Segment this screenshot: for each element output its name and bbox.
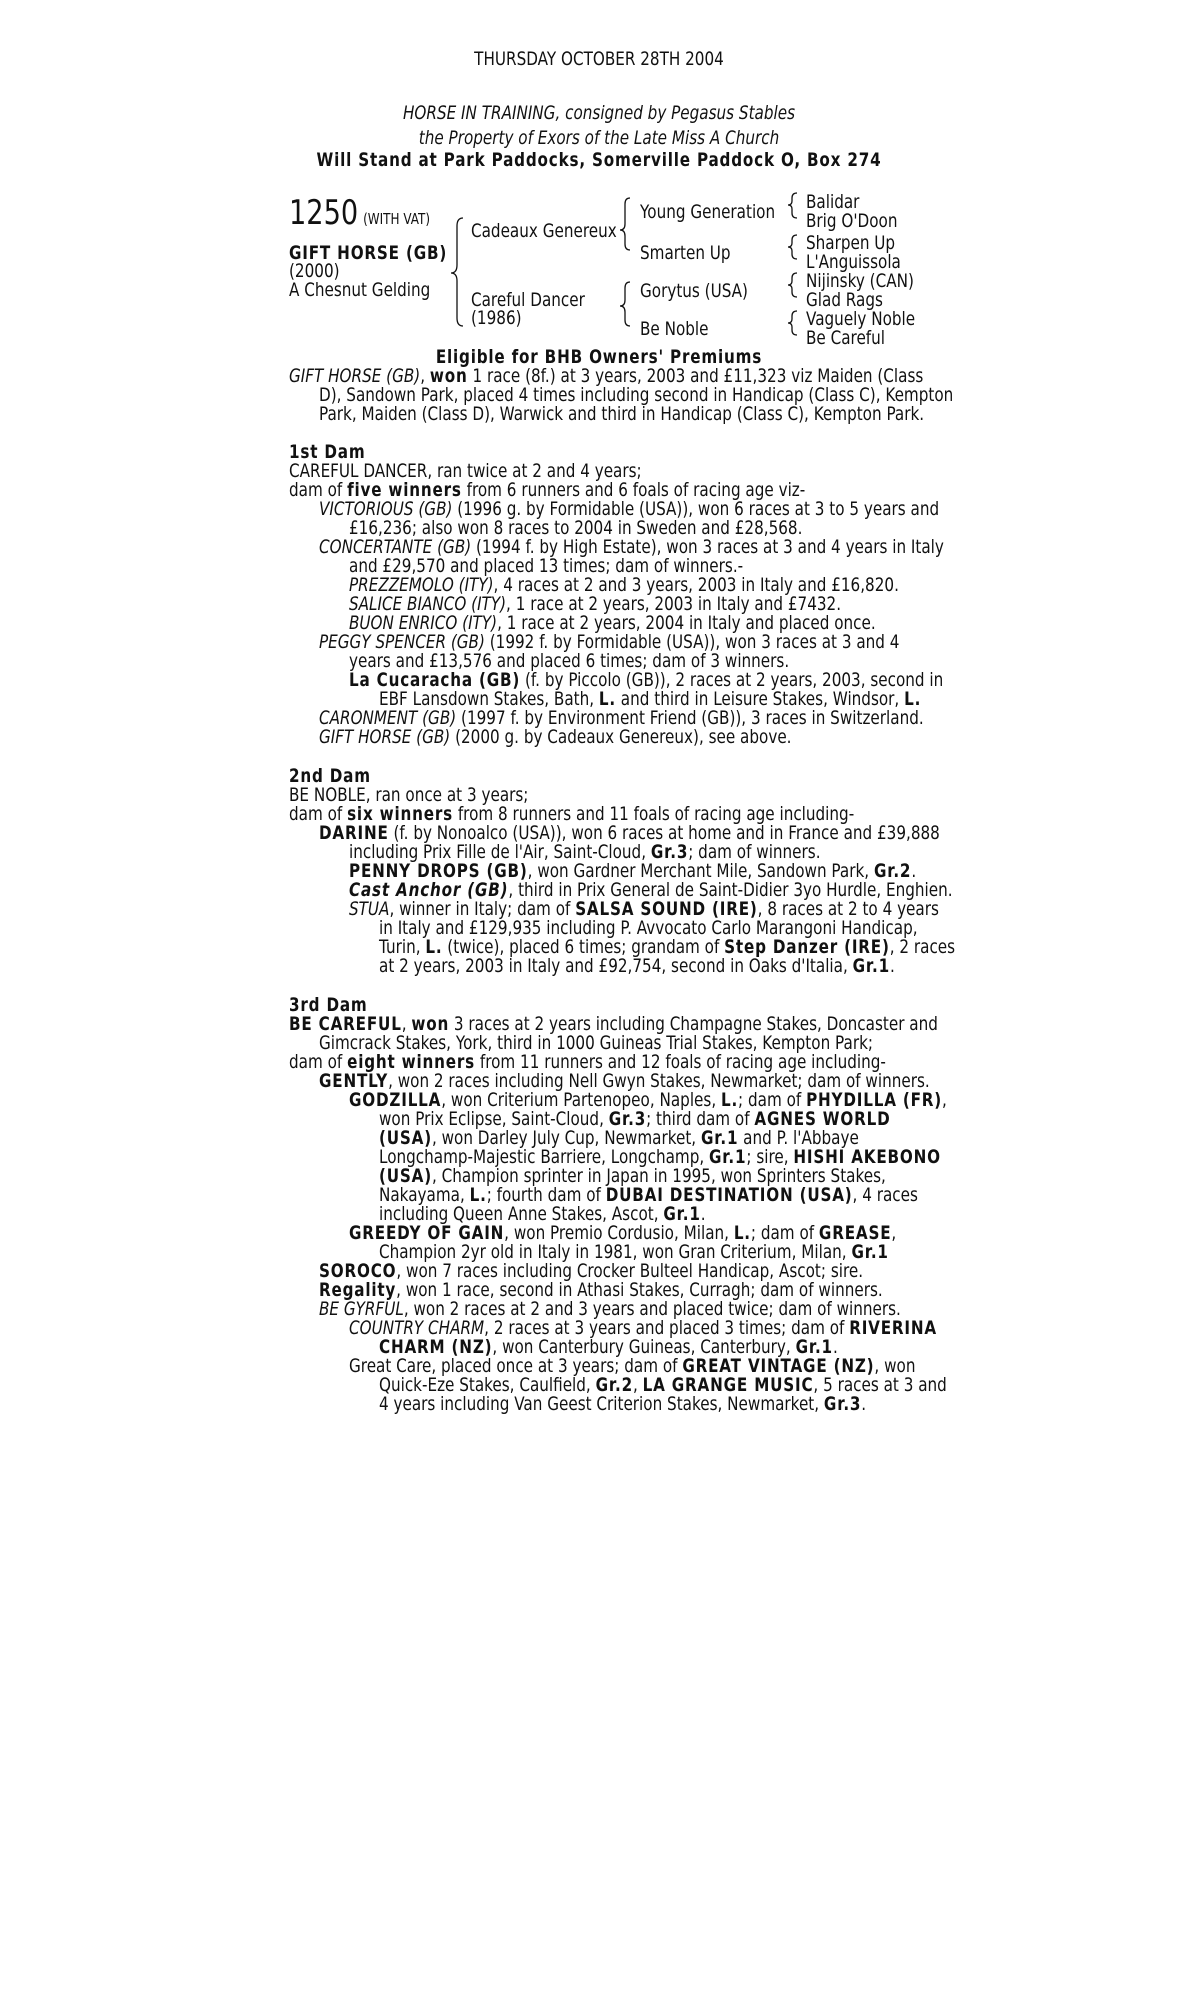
third-dam-line-2: Gimcrack Stakes, York, third in 1000 Guineas Trial Stakes, Kempton Park; bbox=[319, 1032, 874, 1054]
concertante-line-2: and £29,570 and placed 13 times; dam of winners.- bbox=[349, 555, 744, 577]
godzilla-line-2: won Prix Eclipse, Saint-Cloud, Gr.3; third dam of AGNES WORLD bbox=[379, 1108, 891, 1130]
second-dam-line-1: BE NOBLE, ran once at 3 years; bbox=[289, 784, 529, 806]
regality-line: Regality, won 1 race, second in Athasi Stakes, Curragh; dam of winners. bbox=[319, 1279, 883, 1301]
sire-dam-brace bbox=[451, 218, 463, 326]
second-dam-line-2: dam of six winners from 8 runners and 11 foals of racing age including- bbox=[289, 803, 855, 825]
pedigree-sds: Sharpen Up bbox=[806, 232, 896, 254]
lot-number: 1250 bbox=[289, 193, 359, 233]
horse-year: (2000) bbox=[289, 260, 340, 282]
consignor-line: HORSE IN TRAINING, consigned by Pegasus Stables bbox=[403, 102, 795, 124]
victorious-line-2: £16,236; also won 8 races to 2004 in Sweden and £28,568. bbox=[349, 517, 803, 539]
sire-line-brace bbox=[620, 198, 630, 250]
gently-line: GENTLY, won 2 races including Nell Gwyn Stakes, Newmarket; dam of winners. bbox=[319, 1070, 930, 1092]
be-noble-brace bbox=[788, 311, 797, 335]
prezzemolo-line: PREZZEMOLO (ITY), 4 races at 2 and 3 years, 2003 in Italy and £16,820. bbox=[349, 574, 899, 596]
pedigree-dam: Careful Dancer bbox=[471, 289, 585, 311]
gorytus-brace bbox=[788, 273, 797, 297]
horse-name: GIFT HORSE (GB) bbox=[289, 242, 448, 264]
pedigree-ssd: Brig O'Doon bbox=[806, 210, 898, 232]
location-line: Will Stand at Park Paddocks, Somerville Paddock O, Box 274 bbox=[316, 149, 882, 171]
stua-line-4: at 2 years, 2003 in Italy and £92,754, second in Oaks d'Italia, Gr.1. bbox=[379, 955, 895, 977]
peggy-spencer-line-2: years and £13,576 and placed 6 times; dam of 3 winners. bbox=[349, 650, 790, 672]
sale-date: THURSDAY OCTOBER 28TH 2004 bbox=[474, 48, 724, 70]
victorious-line-1: VICTORIOUS (GB) (1996 g. by Formidable (USA)), won 6 races at 3 to 5 years and bbox=[319, 498, 940, 520]
pedigree-dam-sire: Gorytus (USA) bbox=[640, 280, 748, 302]
godzilla-line-6: Nakayama, L.; fourth dam of DUBAI DESTINATION (USA), 4 races bbox=[379, 1184, 918, 1206]
be-gyrful-line: BE GYRFUL, won 2 races at 2 and 3 years and placed twice; dam of winners. bbox=[319, 1298, 901, 1320]
third-dam-line-1: BE CAREFUL, won 3 races at 2 years including Champagne Stakes, Doncaster and bbox=[289, 1013, 938, 1035]
la-cucaracha-line-1: La Cucaracha (GB) (f. by Piccolo (GB)), 2 races at 2 years, 2003, second in bbox=[349, 669, 944, 691]
third-dam-heading: 3rd Dam bbox=[289, 994, 368, 1016]
pedigree-sdd: L'Anguissola bbox=[806, 251, 901, 273]
stua-line-2: in Italy and £129,935 including P. Avvocato Carlo Marangoni Handicap, bbox=[379, 917, 918, 939]
smarten-up-brace bbox=[788, 235, 797, 259]
godzilla-line-1: GODZILLA, won Criterium Partenopeo, Naples, L.; dam of PHYDILLA (FR), bbox=[349, 1089, 947, 1111]
godzilla-line-3: (USA), won Darley July Cup, Newmarket, Gr.1 and P. l'Abbaye bbox=[379, 1127, 859, 1149]
pedigree-dds: Vaguely Noble bbox=[806, 308, 916, 330]
concertante-line-1: CONCERTANTE (GB) (1994 f. by High Estate), won 3 races at 3 and 4 years in Italy bbox=[319, 536, 944, 558]
pedigree-dsd: Glad Rags bbox=[806, 289, 883, 311]
first-dam-line-1: CAREFUL DANCER, ran twice at 2 and 4 years; bbox=[289, 460, 642, 482]
stua-line-3: Turin, L. (twice), placed 6 times; grandam of Step Danzer (IRE), 2 races bbox=[379, 936, 956, 958]
pedigree-sire: Cadeaux Genereux bbox=[471, 220, 617, 242]
greedy-of-gain-line-2: Champion 2yr old in Italy in 1981, won Gran Criterium, Milan, Gr.1 bbox=[379, 1241, 889, 1263]
salice-bianco-line: SALICE BIANCO (ITY), 1 race at 2 years, 2003 in Italy and £7432. bbox=[349, 593, 842, 615]
dam-line-brace bbox=[620, 282, 630, 326]
first-dam-line-2: dam of five winners from 6 runners and 6 foals of racing age viz- bbox=[289, 479, 806, 501]
pedigree-brackets bbox=[0, 0, 1197, 360]
soroco-line: SOROCO, won 7 races including Crocker Bulteel Handicap, Ascot; sire. bbox=[319, 1260, 864, 1282]
pedigree-sire-dam: Smarten Up bbox=[640, 242, 731, 264]
young-generation-brace bbox=[788, 193, 797, 218]
eligible-note: Eligible for BHB Owners' Premiums bbox=[435, 346, 763, 368]
second-dam-heading: 2nd Dam bbox=[289, 765, 371, 787]
great-care-line-3: 4 years including Van Geest Criterion Stakes, Newmarket, Gr.3. bbox=[379, 1393, 867, 1415]
property-line: the Property of Exors of the Late Miss A Church bbox=[418, 127, 780, 149]
cast-anchor-line: Cast Anchor (GB), third in Prix General de Saint-Didier 3yo Hurdle, Enghien. bbox=[349, 879, 953, 901]
country-charm-line-1: COUNTRY CHARM, 2 races at 3 years and placed 3 times; dam of RIVERINA bbox=[349, 1317, 937, 1339]
peggy-spencer-line-1: PEGGY SPENCER (GB) (1992 f. by Formidable (USA)), won 3 races at 3 and 4 bbox=[319, 631, 900, 653]
pedigree-sss: Balidar bbox=[806, 191, 860, 213]
pedigree-dam-dam: Be Noble bbox=[640, 318, 709, 340]
gift-horse-line: GIFT HORSE (GB) (2000 g. by Cadeaux Genereux), see above. bbox=[319, 726, 792, 748]
horse-description: A Chesnut Gelding bbox=[289, 279, 431, 301]
pedigree-dss: Nijinsky (CAN) bbox=[806, 270, 914, 292]
intro-line-2: D), Sandown Park, placed 4 times including second in Handicap (Class C), Kempton bbox=[319, 384, 954, 406]
pedigree-ddd: Be Careful bbox=[806, 327, 886, 349]
third-dam-line-3: dam of eight winners from 11 runners and 12 foals of racing age including- bbox=[289, 1051, 886, 1073]
pedigree-sire-sire: Young Generation bbox=[640, 201, 776, 223]
buon-enrico-line: BUON ENRICO (ITY), 1 race at 2 years, 2004 in Italy and placed once. bbox=[349, 612, 876, 634]
greedy-of-gain-line-1: GREEDY OF GAIN, won Premio Cordusio, Milan, L.; dam of GREASE, bbox=[349, 1222, 897, 1244]
godzilla-line-5: (USA), Champion sprinter in Japan in 1995, won Sprinters Stakes, bbox=[379, 1165, 886, 1187]
darine-line-2: including Prix Fille de l'Air, Saint-Cloud, Gr.3; dam of winners. bbox=[349, 841, 821, 863]
godzilla-line-7: including Queen Anne Stakes, Ascot, Gr.1. bbox=[379, 1203, 706, 1225]
pedigree-dam-year: (1986) bbox=[471, 307, 522, 329]
darine-line-1: DARINE (f. by Nonoalco (USA)), won 6 races at home and in France and £39,888 bbox=[319, 822, 940, 844]
intro-line-1: GIFT HORSE (GB), won 1 race (8f.) at 3 years, 2003 and £11,323 viz Maiden (Class bbox=[289, 365, 924, 387]
vat-note: (WITH VAT) bbox=[363, 210, 431, 228]
great-care-line-1: Great Care, placed once at 3 years; dam of GREAT VINTAGE (NZ), won bbox=[349, 1355, 916, 1377]
godzilla-line-4: Longchamp-Majestic Barriere, Longchamp, Gr.1; sire, HISHI AKEBONO bbox=[379, 1146, 941, 1168]
intro-line-3: Park, Maiden (Class D), Warwick and third in Handicap (Class C), Kempton Park. bbox=[319, 403, 925, 425]
first-dam-heading: 1st Dam bbox=[289, 441, 366, 463]
stua-line-1: STUA, winner in Italy; dam of SALSA SOUND (IRE), 8 races at 2 to 4 years bbox=[349, 898, 939, 920]
great-care-line-2: Quick-Eze Stakes, Caulfield, Gr.2, LA GRANGE MUSIC, 5 races at 3 and bbox=[379, 1374, 947, 1396]
penny-drops-line: PENNY DROPS (GB), won Gardner Merchant Mile, Sandown Park, Gr.2. bbox=[349, 860, 917, 882]
caronment-line: CARONMENT (GB) (1997 f. by Environment Friend (GB)), 3 races in Switzerland. bbox=[319, 707, 924, 729]
country-charm-line-2: CHARM (NZ), won Canterbury Guineas, Canterbury, Gr.1. bbox=[379, 1336, 838, 1358]
la-cucaracha-line-2: EBF Lansdown Stakes, Bath, L. and third in Leisure Stakes, Windsor, L. bbox=[379, 688, 922, 710]
